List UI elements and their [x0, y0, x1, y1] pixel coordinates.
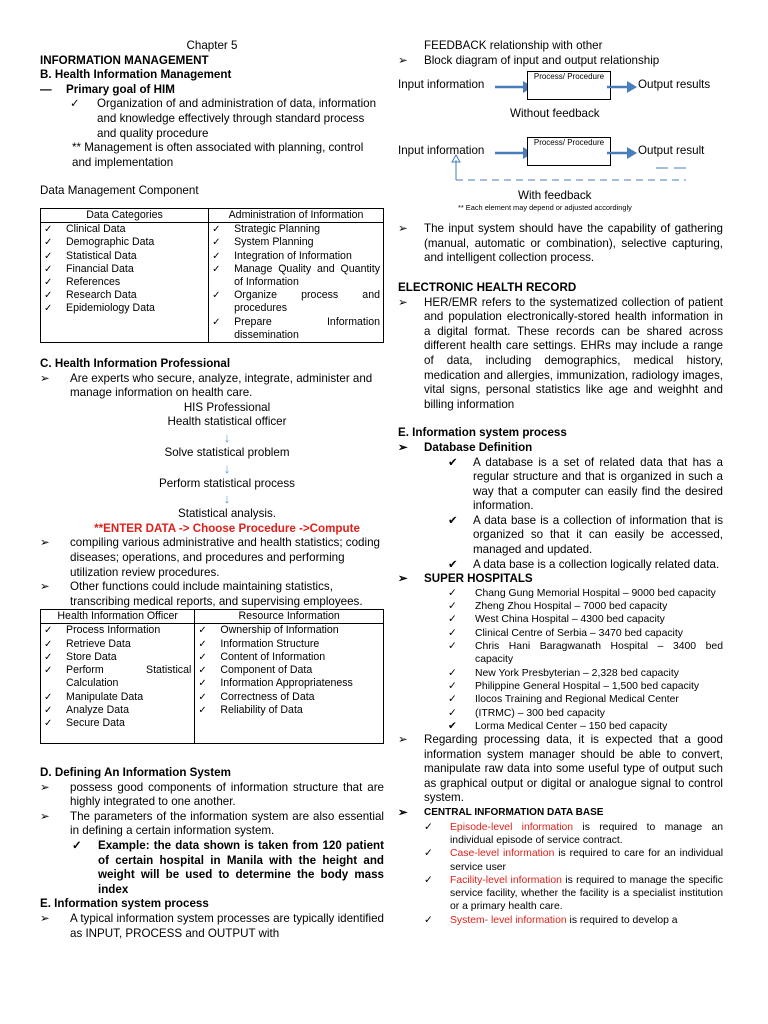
- check-icon: ✓: [198, 651, 207, 663]
- db-item-2: ✔ A data base is a collection of information that is organized so that it can easily be accessed, managed and updated.: [448, 513, 723, 557]
- list-item: ✓ New York Presbyterian – 2,328 bed capacity: [448, 667, 679, 679]
- diagram2-note: ** Each element may depend or adjusted accordingly: [458, 203, 632, 213]
- arrow-bullet-icon: ➢: [398, 295, 408, 309]
- check-icon: ✓: [44, 237, 53, 249]
- arrow-bullet-icon: ➢: [40, 536, 50, 550]
- list-item: ✓ Philippine General Hospital – 1,500 bed capacity: [448, 680, 700, 692]
- ehr-title: ELECTRONIC HEALTH RECORD: [398, 280, 577, 294]
- list-item: ✓ Zheng Zhou Hospital – 7000 bed capacity: [448, 601, 668, 613]
- check-icon: ✓: [424, 914, 433, 926]
- list-item: ✓ Ilocos Training and Regional Medical Center: [448, 694, 679, 706]
- d-item-1: ➢ possess good components of information structure that are highly integrated to one another.: [40, 780, 384, 809]
- check-icon: ✓: [44, 290, 53, 302]
- check-icon: ✓: [44, 691, 53, 703]
- check-icon: ✓: [212, 224, 221, 236]
- section-b-heading: B. Health Information Management: [40, 68, 232, 82]
- list-item: ✓ System- level information is required to develop a: [424, 914, 678, 926]
- check-icon: ✓: [44, 704, 53, 716]
- hospital-list: [398, 587, 723, 733]
- table1-header-2: Administration of Information: [209, 208, 384, 222]
- d-item-2: ➢ The parameters of the information system are also essential in defining a certain information system.: [40, 809, 384, 838]
- goal-note: ** Management is often associated with planning, control and implementation: [72, 141, 364, 169]
- table1-header-1: Data Categories: [41, 208, 209, 222]
- check-icon: ✓: [212, 316, 221, 328]
- check-icon: ✔: [448, 513, 458, 527]
- health-info-officer-table: [40, 609, 384, 744]
- check-icon: ✓: [198, 638, 207, 650]
- list-item: ✓ Facility-level information is required to manage the specific service facility, whether the facility is a specialist institution or a primary health care.: [424, 874, 723, 913]
- diagram1-output: Output results: [638, 78, 711, 92]
- his-step-3: Perform statistical process: [159, 476, 295, 490]
- dash-bullet: —: [40, 82, 52, 96]
- d-example: ✓ Example: the data shown is taken from 120 patient of certain hospital in Manila with the height and weight will be used to determine the body mass index: [72, 839, 384, 896]
- e-item-1: ➢ A typical information system processes are typically identified as INPUT, PROCESS and OUTPUT with: [40, 912, 384, 940]
- central-list: [398, 821, 723, 927]
- section-title: INFORMATION MANAGEMENT: [40, 53, 209, 67]
- check-icon: ✓: [212, 250, 221, 262]
- check-icon: ✓: [448, 627, 457, 639]
- feedback-loop-arrow-icon: [450, 154, 740, 184]
- db-item-3: ✔ A data base is a collection logically related data.: [448, 557, 720, 571]
- check-icon: ✓: [448, 587, 457, 599]
- his-title: HIS Professional: [183, 400, 271, 414]
- data-management-table: [40, 208, 384, 343]
- check-icon: ✓: [448, 601, 457, 613]
- check-icon: ✓: [44, 665, 53, 677]
- his-flow: [70, 401, 384, 537]
- c-item-1: ➢ Are experts who secure, analyze, integrate, administer and manage information on health care.: [40, 371, 373, 400]
- arrow-bullet-icon: ➢: [398, 222, 408, 236]
- feedback-continuation: FEEDBACK relationship with other: [424, 39, 603, 52]
- table2-col2: ✓ Ownership of Information ✓ Information Structure ✓ Content of Information ✓ Component of Data ✓ Information Appropriateness ✓ Correctness of Data ✓ Reliability of Data: [195, 624, 384, 744]
- db-def-item: ➢ Database Definition: [398, 440, 533, 454]
- super-hospitals-item: ➢ SUPER HOSPITALS: [398, 572, 533, 586]
- check-icon: ✓: [44, 276, 53, 288]
- check-icon: ✓: [448, 641, 457, 653]
- section-d-heading: D. Defining An Information System: [40, 766, 231, 780]
- his-step-1: Health statistical officer: [167, 415, 287, 429]
- e2-title: E. Information system process: [398, 426, 567, 440]
- central-title-item: ➢ CENTRAL INFORMATION DATA BASE: [398, 806, 604, 820]
- check-icon: ✔: [448, 557, 458, 571]
- check-icon: ✓: [212, 237, 221, 249]
- check-icon: ✓: [424, 821, 433, 833]
- check-icon: ✔: [448, 455, 458, 469]
- ehr-item: ➢ HER/EMR refers to the systematized collection of patient and population electronically-stored health information in a digital format. These records can be shared across different health care settings. EHRs may include a range of data, including demographics, medical history, medication and allergies, immunization, radiology images, vital signs, personal statistics like age and weighht and billing information: [398, 295, 723, 411]
- db-item-1: ✔ A database is a set of related data that has a regular structure and that is organized in such a way that a computer can easily find the desired information.: [448, 455, 723, 513]
- table2-col1: ✓ Process Information ✓ Retrieve Data ✓ Store Data ✓ Perform Statistical Calculation ✓ Manipulate Data ✓ Analyze Data ✓ Secure Data: [41, 624, 195, 744]
- input-system-item: ➢ The input system should have the capability of gathering (manual, automatic or combination), selective capturing, and intelligent collection process.: [398, 222, 723, 265]
- list-item: ✓ Chang Gung Memorial Hospital – 9000 bed capacity: [448, 587, 716, 599]
- right-column: [398, 0, 723, 927]
- right-arrow-icon: [607, 80, 639, 94]
- diagram2-caption: With feedback: [518, 189, 592, 203]
- diagram2-process-box: Process/ Procedure: [527, 137, 611, 166]
- arrow-bullet-icon: ➢: [398, 440, 408, 454]
- check-icon: ✓: [424, 848, 433, 860]
- arrow-bullet-icon: ➢: [40, 780, 50, 794]
- check-icon: ✓: [448, 680, 457, 692]
- left-column: [40, 0, 384, 941]
- his-enter-data: **ENTER DATA -> Choose Procedure ->Compute: [94, 521, 360, 535]
- table1-col2: ✓ Strategic Planning ✓ System Planning ✓ Integration of Information ✓ Manage Quality and Quantity of Information ✓ Organize process and procedures ✓ Prepare Information dissemination: [209, 223, 384, 343]
- check-icon: ✓: [72, 839, 82, 853]
- check-icon: ✓: [44, 303, 53, 315]
- c-item-2: ➢ compiling various administrative and health statistics; coding diseases; operations, and procedures and performing utilization review procedures.: [40, 536, 380, 579]
- dmc-title: Data Management Component: [40, 184, 199, 198]
- check-icon: ✓: [44, 250, 53, 262]
- check-icon: ✓: [198, 691, 207, 703]
- processing-item: ➢ Regarding processing data, it is expected that a good information system manager should be able to convert, manipulate raw data into some useful type of output such as graphical output or digital or analogue signal to control system.: [398, 733, 723, 805]
- check-icon: ✓: [212, 290, 221, 302]
- arrow-bullet-icon: ➢: [40, 580, 50, 594]
- list-item: ✓ (ITRMC) – 300 bed capacity: [448, 707, 605, 719]
- list-item: ✓ Case-level information is required to care for an individual service user: [424, 848, 723, 873]
- diagram1-caption: Without feedback: [510, 107, 600, 121]
- down-arrow-icon: ↓: [223, 460, 231, 476]
- check-icon: ✓: [212, 263, 221, 275]
- arrow-bullet-icon: ➢: [398, 53, 408, 67]
- chapter-heading: Chapter 5: [186, 39, 238, 52]
- arrow-bullet-icon: ➢: [40, 371, 50, 385]
- check-icon: ✓: [44, 717, 53, 729]
- check-icon: ✓: [448, 614, 457, 626]
- diagram-without-feedback: [398, 68, 723, 126]
- arrow-bullet-icon: ➢: [398, 572, 408, 586]
- table2-header-1: Health Information Officer: [41, 610, 195, 624]
- check-icon: ✓: [44, 224, 53, 236]
- block-diagram-item: ➢ Block diagram of input and output relationship: [398, 53, 660, 67]
- check-icon: ✓: [44, 651, 53, 663]
- diagram2-output: Output result: [638, 144, 705, 158]
- check-icon: ✓: [448, 667, 457, 679]
- check-icon: ✓: [198, 704, 207, 716]
- check-icon: ✓: [44, 263, 53, 275]
- table1-col1: ✓ Clinical Data ✓ Demographic Data ✓ Statistical Data ✓ Financial Data ✓ References ✓ Research Data ✓ Epidemiology Data: [41, 223, 209, 343]
- down-arrow-icon: ↓: [223, 429, 231, 445]
- goal-item: ✓ Organization of and administration of data, information and knowledge effectively through standard process and quality procedure: [70, 97, 377, 140]
- down-arrow-icon: ↓: [223, 491, 231, 507]
- check-icon: ✓: [198, 678, 207, 690]
- list-item: ✓ Clinical Centre of Serbia – 3470 bed capacity: [448, 627, 683, 639]
- arrow-bullet-icon: ➢: [398, 733, 408, 747]
- list-item: ✓ Episode-level information is required to manage an individual episode of service contract.: [424, 821, 723, 846]
- arrow-bullet-icon: ➢: [398, 806, 408, 820]
- section-c-heading: C. Health Information Professional: [40, 356, 231, 370]
- list-item: ✓ West China Hospital – 4300 bed capacity: [448, 614, 665, 626]
- arrow-bullet-icon: ➢: [40, 809, 50, 823]
- list-item: ✔ Lorma Medical Center – 150 bed capacity: [448, 720, 668, 732]
- c-item-3: ➢ Other functions could include maintaining statistics, transcribing medical reports, and supervising employees.: [40, 580, 363, 608]
- diagram1-process-box: Process/ Procedure: [527, 71, 611, 100]
- check-icon: ✓: [44, 625, 53, 637]
- check-icon: ✔: [448, 720, 457, 732]
- arrow-bullet-icon: ➢: [40, 912, 50, 926]
- check-icon: ✓: [424, 874, 433, 886]
- diagram2-input: Input information: [398, 144, 485, 158]
- check-icon: ✓: [198, 665, 207, 677]
- check-icon: ✓: [448, 707, 457, 719]
- diagram1-input: Input information: [398, 78, 485, 92]
- goal-heading: — Primary goal of HIM: [40, 82, 175, 96]
- section-e-heading: E. Information system process: [40, 897, 209, 911]
- check-icon: ✓: [448, 694, 457, 706]
- his-step-2: Solve statistical problem: [164, 445, 290, 459]
- his-step-4: Statistical analysis.: [178, 507, 276, 521]
- table2-header-2: Resource Information: [195, 610, 384, 624]
- list-item: ✓ Chris Hani Baragwanath Hospital – 3400 bed capacity: [448, 641, 723, 666]
- check-icon: ✓: [198, 625, 207, 637]
- check-icon: ✓: [70, 97, 80, 111]
- check-icon: ✓: [44, 638, 53, 650]
- diagram-with-feedback: [398, 136, 723, 222]
